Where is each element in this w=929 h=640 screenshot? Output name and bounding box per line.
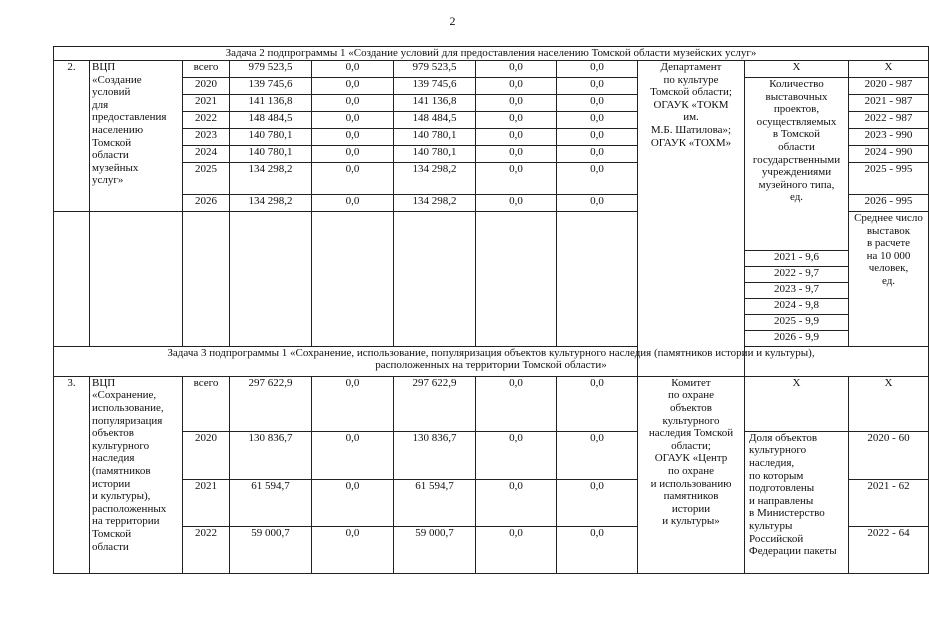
- indicator-value: 2022 - 987: [849, 112, 929, 129]
- task3-number: 3.: [54, 376, 90, 573]
- task2-title: Задача 2 подпрограммы 1 «Создание условий для предоставления населению Томской области музейских услуг»: [54, 47, 929, 61]
- indicator-value: 2024 - 990: [849, 146, 929, 163]
- regional-cell: 140 780,1: [394, 129, 476, 146]
- federal-cell: 0,0: [312, 526, 394, 573]
- task3-program-name: ВЦП «Сохранение, использование, популяризация объектов культурного наследия (памятников истории и культуры), расположенных на территории Томской области: [90, 376, 183, 573]
- total-cell: 140 780,1: [230, 146, 312, 163]
- local-cell: 0,0: [476, 61, 557, 78]
- total-cell: 59 000,7: [230, 526, 312, 573]
- local-cell: 0,0: [476, 479, 557, 526]
- indicator-x-mark: Х: [745, 376, 849, 431]
- task3-indicator: Доля объектов культурного наследия, по которым подготовлены и направлены в Министерство культуры Российской Федерации пакеты: [745, 431, 849, 573]
- other-cell: 0,0: [557, 163, 638, 195]
- year-cell: всего: [183, 376, 230, 431]
- indicator-value: 2026 - 995: [849, 195, 929, 212]
- regional-cell: 140 780,1: [394, 146, 476, 163]
- year-cell: всего: [183, 61, 230, 78]
- local-cell: 0,0: [476, 195, 557, 212]
- indicator-value: 2025 - 9,9: [745, 314, 849, 330]
- regional-cell: 134 298,2: [394, 195, 476, 212]
- regional-cell: 148 484,5: [394, 112, 476, 129]
- indicator-value: 2025 - 995: [849, 163, 929, 195]
- indicator-value: 2022 - 9,7: [745, 266, 849, 282]
- indicator-value: 2020 - 60: [849, 431, 929, 479]
- total-cell: 141 136,8: [230, 95, 312, 112]
- total-cell: 134 298,2: [230, 195, 312, 212]
- regional-cell: 139 745,6: [394, 78, 476, 95]
- other-cell: 0,0: [557, 479, 638, 526]
- task2-number: 2.: [54, 61, 90, 212]
- local-cell: 0,0: [476, 163, 557, 195]
- local-cell: 0,0: [476, 376, 557, 431]
- indicator-value: 2021 - 9,6: [745, 250, 849, 266]
- year-cell: 2020: [183, 431, 230, 479]
- total-cell: 297 622,9: [230, 376, 312, 431]
- other-cell: 0,0: [557, 61, 638, 78]
- value-x-mark: Х: [849, 61, 929, 78]
- total-cell: 140 780,1: [230, 129, 312, 146]
- year-cell: 2022: [183, 112, 230, 129]
- year-cell: 2020: [183, 78, 230, 95]
- other-cell: 0,0: [557, 195, 638, 212]
- local-cell: 0,0: [476, 112, 557, 129]
- task2-indicator1: Количество выставочных проектов, осуществляемых в Томской области государственными учреждениями музейного типа, ед.: [745, 78, 849, 251]
- federal-cell: 0,0: [312, 431, 394, 479]
- indicator-value: 2024 - 9,8: [745, 298, 849, 314]
- total-cell: 979 523,5: [230, 61, 312, 78]
- task3-title: Задача 3 подпрограммы 1 «Сохранение, использование, популяризация объектов культурного наследия (памятников истории и культуры), расположенных на территории Томской области»: [54, 346, 929, 376]
- local-cell: 0,0: [476, 431, 557, 479]
- year-cell: 2023: [183, 129, 230, 146]
- other-cell: 0,0: [557, 129, 638, 146]
- federal-cell: 0,0: [312, 146, 394, 163]
- task2-program-name: ВЦП «Создание условий для предоставления населению Томской области музейных услуг»: [90, 61, 183, 212]
- total-cell: 61 594,7: [230, 479, 312, 526]
- other-cell: 0,0: [557, 112, 638, 129]
- task2-executor: Департамент по культуре Томской области; ОГАУК «ТОКМ им. М.Б. Шатилова»; ОГАУК «ТОХМ»: [638, 61, 745, 377]
- year-cell: 2024: [183, 146, 230, 163]
- indicator-value: 2023 - 9,7: [745, 282, 849, 298]
- federal-cell: 0,0: [312, 163, 394, 195]
- indicator-value: 2023 - 990: [849, 129, 929, 146]
- year-cell: 2026: [183, 195, 230, 212]
- federal-cell: 0,0: [312, 112, 394, 129]
- indicator-value: 2020 - 987: [849, 78, 929, 95]
- year-cell: 2021: [183, 95, 230, 112]
- other-cell: 0,0: [557, 95, 638, 112]
- federal-cell: 0,0: [312, 61, 394, 78]
- regional-cell: 141 136,8: [394, 95, 476, 112]
- task2-indicator2: Среднее число выставок в расчете на 10 000 человек, ед.: [849, 212, 929, 347]
- year-cell: 2025: [183, 163, 230, 195]
- total-cell: 134 298,2: [230, 163, 312, 195]
- other-cell: 0,0: [557, 78, 638, 95]
- federal-cell: 0,0: [312, 129, 394, 146]
- total-cell: 148 484,5: [230, 112, 312, 129]
- federal-cell: 0,0: [312, 195, 394, 212]
- other-cell: 0,0: [557, 376, 638, 431]
- program-table: [53, 46, 929, 574]
- regional-cell: 130 836,7: [394, 431, 476, 479]
- page-number: 2: [449, 14, 456, 28]
- total-cell: 130 836,7: [230, 431, 312, 479]
- other-cell: 0,0: [557, 146, 638, 163]
- local-cell: 0,0: [476, 95, 557, 112]
- federal-cell: 0,0: [312, 95, 394, 112]
- task3-executor: Комитет по охране объектов культурного наследия Томской области; ОГАУК «Центр по охране и использованию памятников истории и культуры»: [638, 376, 745, 573]
- year-cell: 2022: [183, 526, 230, 573]
- indicator-x-mark: Х: [745, 61, 849, 78]
- regional-cell: 979 523,5: [394, 61, 476, 78]
- federal-cell: 0,0: [312, 376, 394, 431]
- indicator-value: 2022 - 64: [849, 526, 929, 573]
- total-cell: 139 745,6: [230, 78, 312, 95]
- local-cell: 0,0: [476, 129, 557, 146]
- regional-cell: 61 594,7: [394, 479, 476, 526]
- local-cell: 0,0: [476, 526, 557, 573]
- federal-cell: 0,0: [312, 479, 394, 526]
- regional-cell: 134 298,2: [394, 163, 476, 195]
- regional-cell: 59 000,7: [394, 526, 476, 573]
- year-cell: 2021: [183, 479, 230, 526]
- indicator-value: 2021 - 62: [849, 479, 929, 526]
- local-cell: 0,0: [476, 78, 557, 95]
- value-x-mark: Х: [849, 376, 929, 431]
- federal-cell: 0,0: [312, 78, 394, 95]
- other-cell: 0,0: [557, 431, 638, 479]
- other-cell: 0,0: [557, 526, 638, 573]
- indicator-value: 2021 - 987: [849, 95, 929, 112]
- local-cell: 0,0: [476, 146, 557, 163]
- regional-cell: 297 622,9: [394, 376, 476, 431]
- indicator-value: 2026 - 9,9: [745, 330, 849, 346]
